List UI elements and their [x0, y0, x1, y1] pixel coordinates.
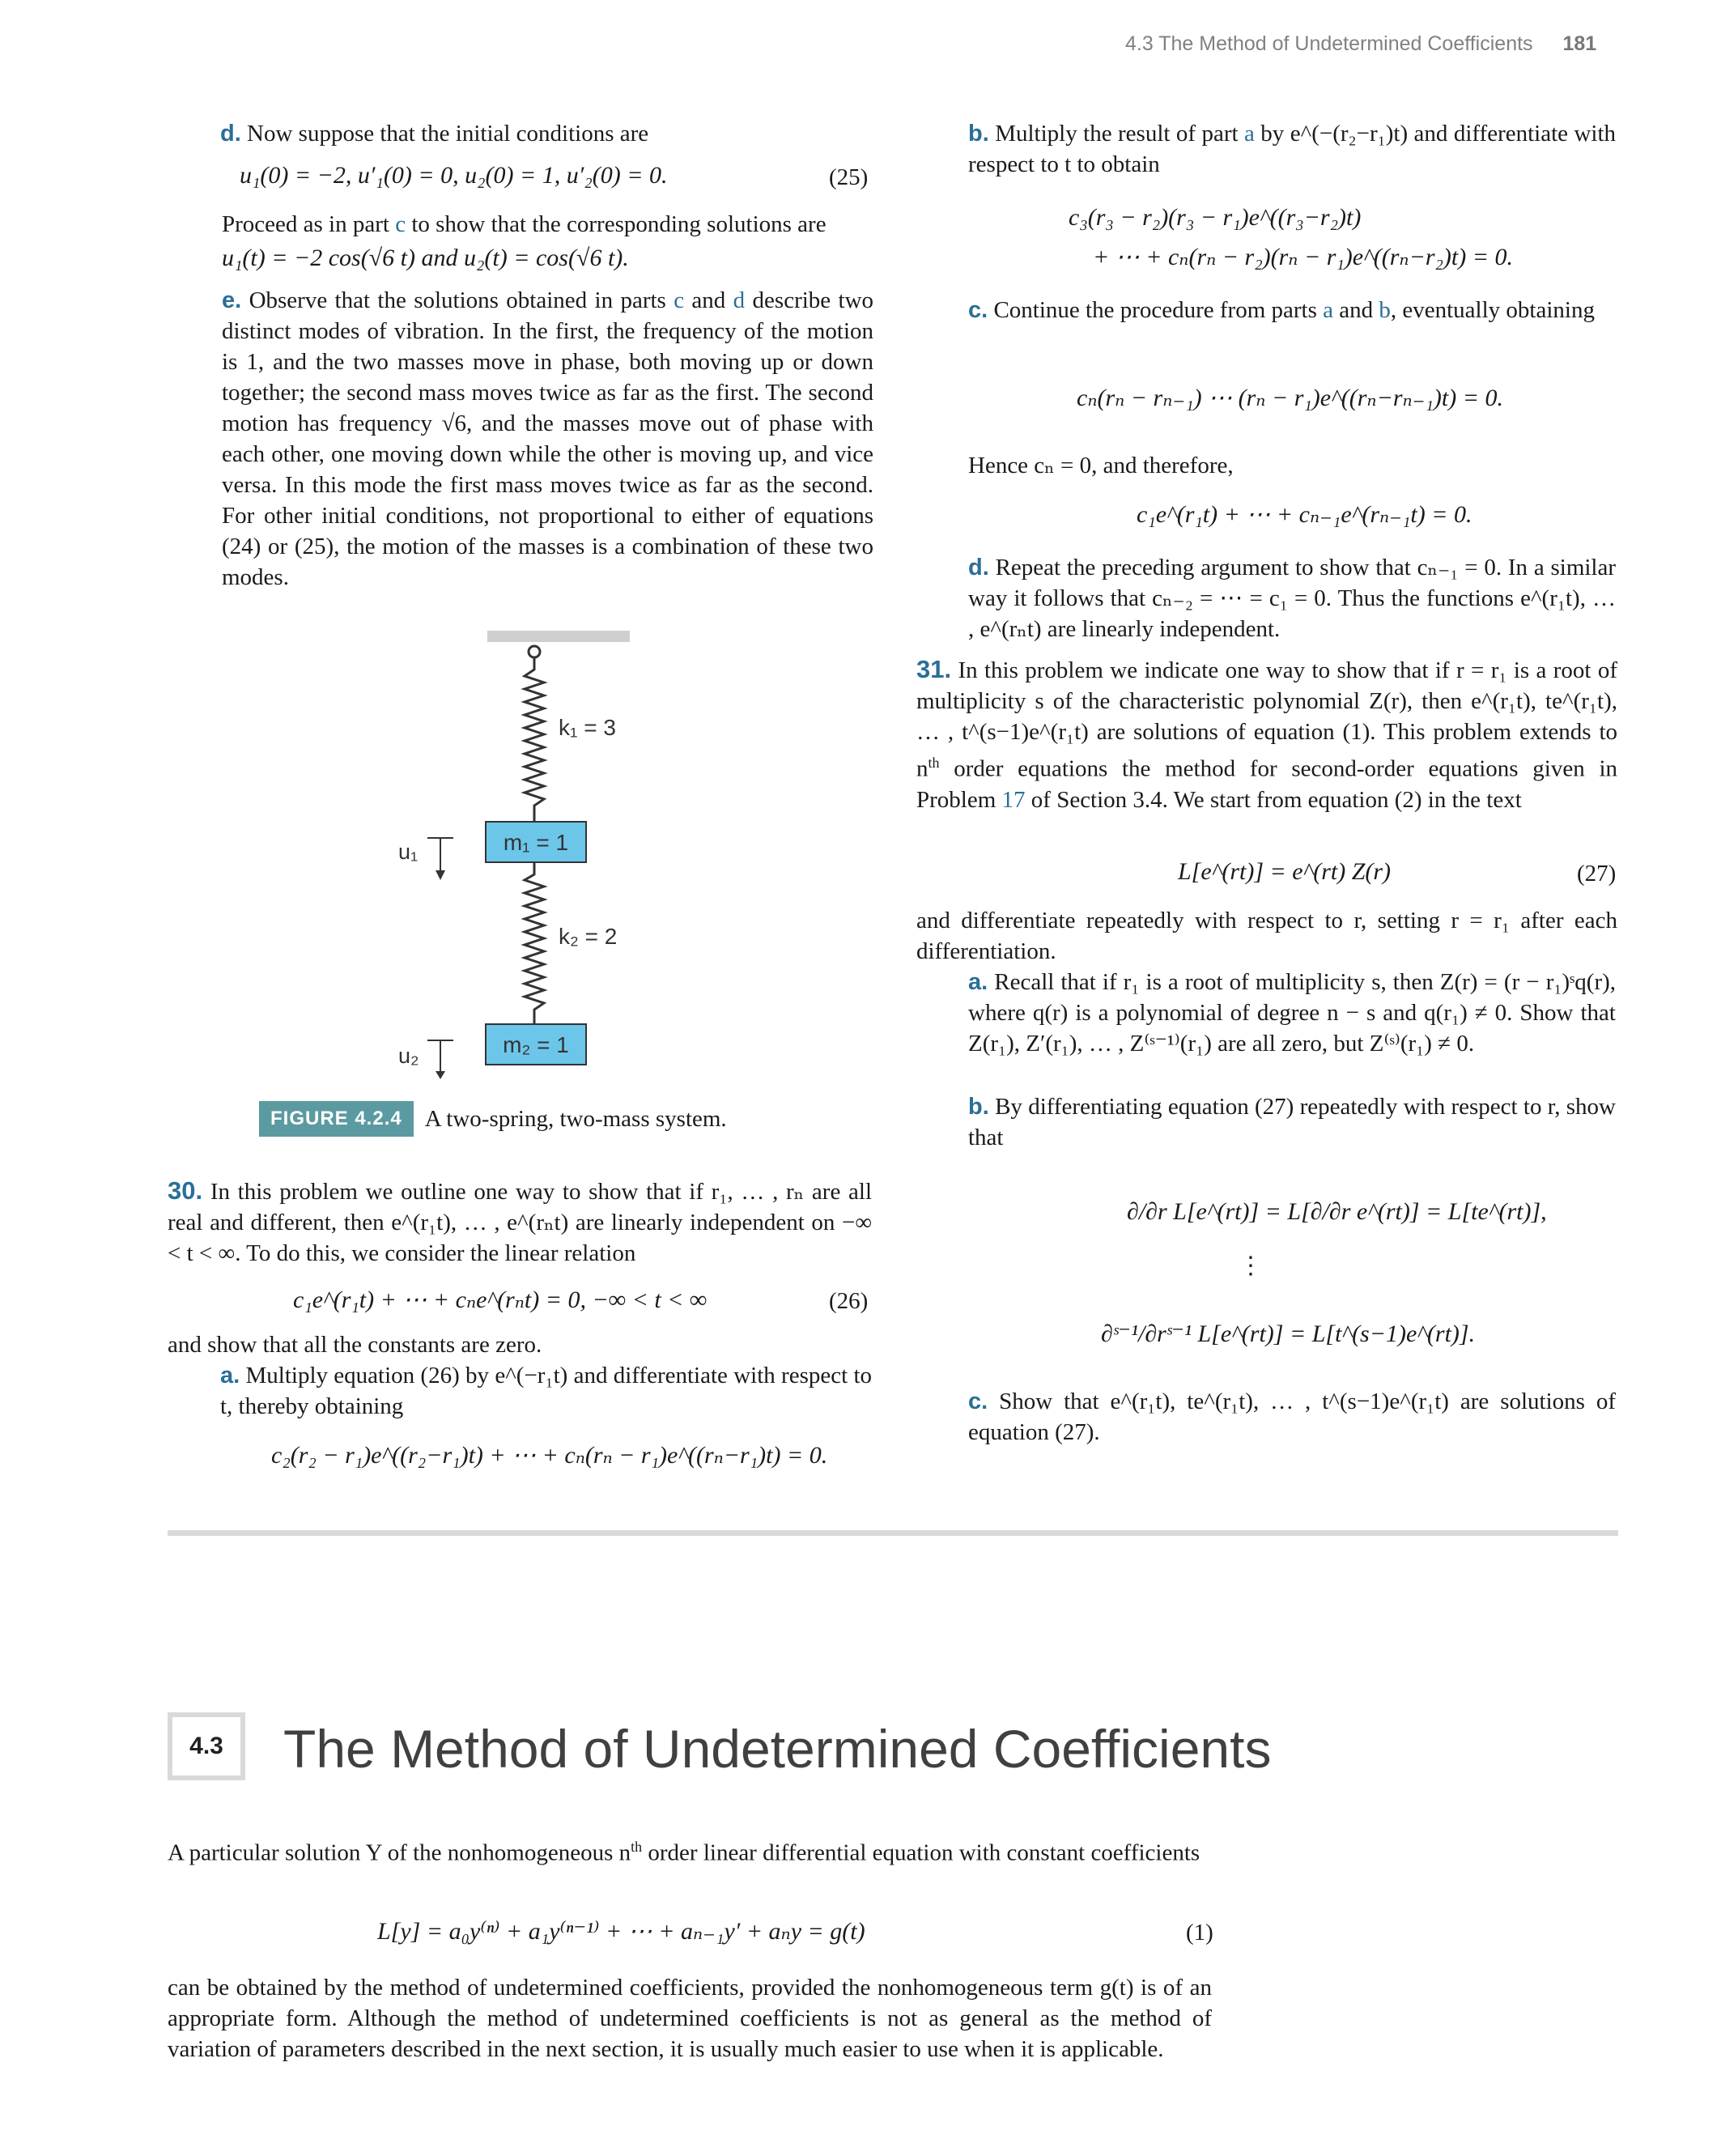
- m2-label: m₂ = 1: [503, 1032, 569, 1057]
- section-title: The Method of Undetermined Coefficients: [283, 1719, 1272, 1779]
- equation-27: L[e^(rt)] = e^(rt) Z(r): [1178, 858, 1392, 885]
- part-a-label: a.: [220, 1363, 240, 1388]
- problem-31-b-equation-line1: ∂/∂r L[e^(rt)] = L[∂/∂r e^(rt)] = L[te^(rt)],: [1127, 1198, 1547, 1225]
- part-d-label: d.: [220, 121, 241, 147]
- mode-solutions: u₁(t) = −2 cos(√6 t) and u₂(t) = cos(√6 t).: [222, 245, 629, 271]
- part-e-label: e.: [222, 287, 242, 313]
- section-closing-paragraph: can be obtained by the method of undetermined coefficients, provided the nonhomogeneous term g(t) is of an appropriate form. Although the method of undetermined coefficients is not as general as the method of variation of parameters described in the next section, it is usually much easier to use when it is applicable.: [168, 1975, 1212, 2062]
- part-b-label: b.: [968, 121, 989, 147]
- equation-26: c₁e^(r₁t) + ⋯ + cₙe^(rₙt) = 0, −∞ < t < ∞: [293, 1286, 708, 1313]
- spring-hook: [529, 646, 540, 657]
- k2-label: k₂ = 2: [559, 924, 618, 949]
- part-c-link[interactable]: c: [395, 211, 406, 237]
- problem-30-part-b: b. Multiply the result of part a by e^(−(r₂−r₁)t) and differentiate with respect to t to obtain: [968, 121, 1616, 177]
- part-a-label: a.: [968, 969, 988, 995]
- running-title: 4.3 The Method of Undetermined Coefficients: [1125, 32, 1533, 55]
- part-c-label: c.: [968, 1388, 988, 1414]
- problem-30-part-a: a. Multiply equation (26) by e^(−r₁t) and differentiate with respect to t, thereby obtaining: [220, 1363, 872, 1419]
- u1-arrow-head: [436, 870, 445, 880]
- part-c-label: c.: [968, 297, 988, 323]
- problem-31-b-equation-line2: ∂ˢ⁻¹/∂rˢ⁻¹ L[e^(rt)] = L[t^(s−1)e^(rt)].: [1101, 1320, 1476, 1347]
- problem-31-number: 31.: [916, 655, 952, 683]
- problem-30-c-equation: cₙ(rₙ − rₙ₋₁) ⋯ (rₙ − r₁)e^((rₙ−rₙ₋₁)t) = 0.: [1077, 385, 1503, 411]
- part-a-link[interactable]: a: [1323, 297, 1333, 323]
- proceed-text: Proceed as in part c to show that the corresponding solutions are: [222, 211, 827, 237]
- equation-27-number: (27): [1577, 861, 1617, 887]
- m1-label: m₁ = 1: [503, 830, 569, 855]
- u2-arrow-head: [436, 1071, 445, 1079]
- problem-31-part-a: a. Recall that if r₁ is a root of multiplicity s, then Z(r) = (r − r₁)ˢq(r), where q(r) is a polynomial of degree n − s and q(r₁) ≠ 0. Show that Z(r₁), Z′(r₁), … , Z⁽ˢ⁻¹⁾(r₁) are all zero, but Z⁽ˢ⁾(r₁) ≠ 0.: [968, 969, 1617, 1057]
- caption-text: A two-spring, two-mass system.: [424, 1105, 727, 1132]
- problem-30-b-equation-line2: + ⋯ + cₙ(rₙ − r₂)(rₙ − r₁)e^((rₙ−r₂)t) = 0.: [1093, 244, 1513, 270]
- running-header: [1125, 32, 1596, 56]
- problem-31-intro: 31. In this problem we indicate one way to show that if r = r₁ is a root of multiplicity s of the characteristic polynomial Z(r), then e^(r₁t), te^(r₁t), … , t^(s−1)e^(r₁t) are solutions of equation (1). This problem extends to $n^{th}$ order equations the method for second-order equations given in Problem 17 of Section 3.4. We start from equation (2) in the text: [916, 655, 1618, 813]
- equation-26-number: (26): [829, 1288, 869, 1314]
- part-d-link[interactable]: d: [733, 287, 746, 313]
- problem-31-part-b: b. By differentiating equation (27) repeatedly with respect to r, show that: [968, 1094, 1617, 1150]
- part-e-paragraph: e. Observe that the solutions obtained in parts c and d describe two distinct modes of vibration. In the first, the frequency of the motion is 1, and the two masses move in phase, both moving up or down together; the second mass moves twice as far as the first. The second motion has frequency √6, and the masses move out of phase with each other, one moving down while the other is moving up, and vice versa. In this mode the first mass moves twice as far as the second. For other initial conditions, not proportional to either of equations (24) or (25), the motion of the masses is a combination of these two modes.: [222, 287, 874, 590]
- problem-30-part-c: c. Continue the procedure from parts a and b, eventually obtaining: [968, 297, 1595, 323]
- equation-25-number: (25): [829, 164, 869, 190]
- caption-tag: FIGURE 4.2.4: [259, 1101, 414, 1137]
- ceiling-support: [487, 631, 630, 642]
- equation-1: L[y] = a₀y⁽ⁿ⁾ + a₁y⁽ⁿ⁻¹⁾ + ⋯ + aₙ₋₁y′ + aₙy = g(t): [377, 1918, 865, 1945]
- part-c-link[interactable]: c: [674, 287, 685, 313]
- problem-30-after: and show that all the constants are zero.: [168, 1332, 542, 1358]
- part-d-intro: [220, 118, 868, 149]
- problem-30-hence: Hence cₙ = 0, and therefore,: [968, 453, 1234, 478]
- u1-label: u₁: [398, 840, 419, 864]
- problem-30-hence-equation: c₁e^(r₁t) + ⋯ + cₙ₋₁e^(rₙ₋₁t) = 0.: [1137, 501, 1472, 528]
- spring-k2: [525, 862, 544, 1024]
- problem-30-a-equation: c₂(r₂ − r₁)e^((r₂−r₁)t) + ⋯ + cₙ(rₙ − r₁)e^((rₙ−r₁)t) = 0.: [271, 1442, 828, 1469]
- k1-label: k₁ = 3: [559, 715, 616, 740]
- problem-30-intro: 30. In this problem we outline one way to show that if r₁, … , rₙ are all real and different, then e^(r₁t), … , e^(rₙt) are linearly independent on −∞ < t < ∞. To do this, we consider the linear relation: [168, 1176, 873, 1266]
- part-a-link[interactable]: a: [1243, 121, 1255, 147]
- figure-two-mass-system: [397, 627, 640, 1081]
- section-number-box: [168, 1712, 245, 1780]
- section-divider: [168, 1530, 1618, 1536]
- part-d-label: d.: [968, 555, 989, 580]
- problem-31-after: and differentiate repeatedly with respect to r, setting r = r₁ after each differentiation.: [916, 908, 1617, 964]
- superscript-th: th: [928, 755, 940, 771]
- problem-17-link[interactable]: 17: [1001, 786, 1026, 813]
- problem-30-b-equation-line1: c₃(r₃ − r₂)(r₃ − r₁)e^((r₃−r₂)t): [1069, 204, 1362, 231]
- section-number: 4.3: [189, 1733, 223, 1759]
- spring-k1: [525, 657, 544, 822]
- problem-31-b-vertical-dots: ⋮: [1239, 1252, 1263, 1279]
- u2-label: u₂: [398, 1044, 419, 1068]
- part-b-label: b.: [968, 1094, 989, 1120]
- problem-31-part-c: c. Show that e^(r₁t), te^(r₁t), … , t^(s−1)e^(r₁t) are solutions of equation (27).: [968, 1388, 1617, 1445]
- equation-25: u₁(0) = −2, u′₁(0) = 0, u₂(0) = 1, u′₂(0) = 0.: [240, 162, 668, 189]
- part-d-text: Now suppose that the initial conditions are: [247, 121, 649, 147]
- equation-1-number: (1): [1186, 1920, 1213, 1946]
- figure-caption: [259, 1101, 727, 1137]
- page-number: 181: [1562, 32, 1597, 55]
- problem-30-part-d: d. Repeat the preceding argument to show that cₙ₋₁ = 0. In a similar way it follows that cₙ₋₂ = ⋯ = c₁ = 0. Thus the functions e^(r₁t), … , e^(rₙt) are linearly independent.: [968, 555, 1617, 642]
- problem-30-number: 30.: [168, 1176, 203, 1205]
- section-intro: A particular solution Y of the nonhomogeneous $n^{th}$ order linear differential equation with constant coefficients: [168, 1839, 1200, 1866]
- part-b-link[interactable]: b: [1379, 297, 1391, 323]
- superscript-th: th: [631, 1839, 643, 1855]
